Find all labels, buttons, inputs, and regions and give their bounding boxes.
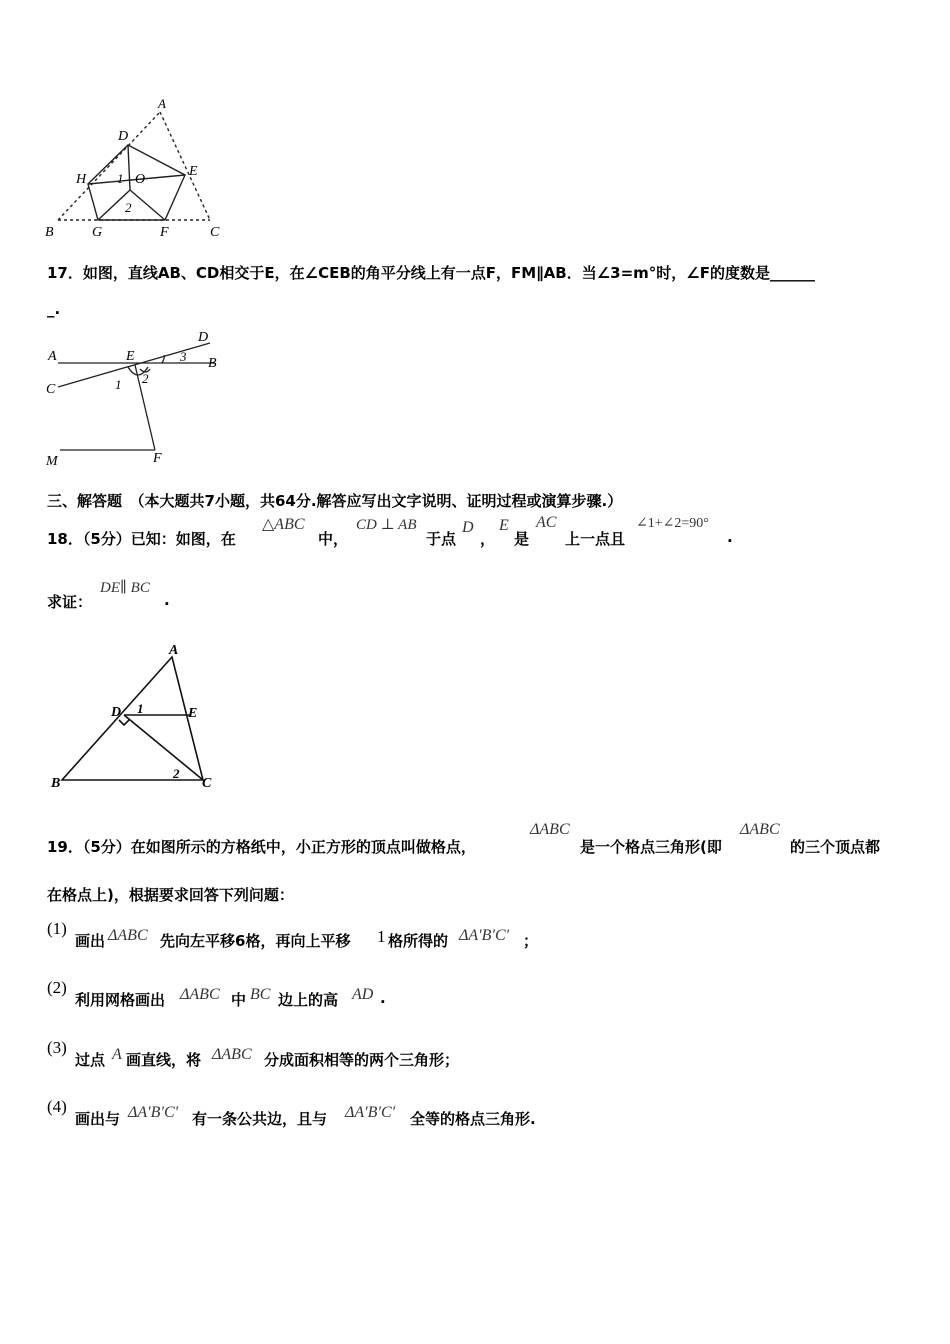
triangle-abc [62,657,203,780]
q19-item-3-c: 分成面积相等的两个三角形； [264,1051,460,1069]
q19-item-2-a: 利用网格画出 [75,991,166,1009]
q19-item-3-num: (3) [47,1038,67,1057]
right-angle-mark [119,720,129,725]
label-H: H [76,172,87,187]
label-angle-2: 2 [125,200,132,215]
label-D: D [198,330,209,345]
section-heading: 三、解答题 （本大题共7小题，共64分.解答应写出文字说明、证明过程或演算步骤.） [47,492,623,510]
q19-item-2-m2: BC [250,986,271,1003]
label-C: C [210,225,220,240]
q19-item-4-b: 有一条公共边，且与 [192,1110,328,1128]
label-A: A [48,349,57,364]
label-A: A [158,96,166,111]
q19-text-1: 19．（5分）在如图所示的方格纸中，小正方形的顶点叫做格点， [47,838,476,856]
label-E: E [126,349,135,364]
q19-text-line2: 在格点上)，根据要求回答下列问题： [47,886,294,904]
q19-item-1-c: 格所得的 [388,932,449,950]
q18-text-6: 上一点且 [565,530,626,548]
segment-do [128,145,130,190]
q19-item-1-b: 先向左平移6格，再向上平移 [160,932,351,950]
q19-item-1-d: ； [523,932,539,950]
q19-item-2-c: 边上的高 [278,991,339,1009]
q18-math-AC: AC [536,514,557,531]
label-F: F [153,451,162,466]
q18-text-4: ， [480,530,496,548]
q19-item-4-m1: ΔA′B′C′ [128,1104,179,1121]
q19-item-1-m2: 1 [377,927,386,946]
q19-item-2-d: . [380,989,386,1007]
q18-math-E: E [499,517,509,534]
q18-math-triangle: △ABC [262,516,305,533]
q19-item-4-a: 画出与 [75,1110,121,1128]
label-C: C [202,776,212,791]
label-E: E [189,164,198,179]
label-E: E [188,706,198,721]
label-B: B [51,776,61,791]
label-F: F [160,225,169,240]
label-M: M [46,454,58,469]
figure-q18 [45,640,225,795]
label-D: D [118,129,129,144]
q19-item-4-m2: ΔA′B′C′ [345,1104,396,1121]
q19-item-2-m3: AD [352,986,374,1003]
q19-item-3-a: 过点 [75,1051,106,1069]
q18-text-7: . [727,528,733,546]
segment-dc [124,715,203,780]
q19-item-3-m1: A [112,1046,122,1063]
q17-text: 17．如图，直线AB、CD相交于E，在∠CEB的角平分线上有一点F，FM∥AB．当∠3=m°时，∠F的度数是______ [47,264,815,282]
label-O: O [135,172,146,187]
q18-prove-math: DE∥ BC [100,580,150,596]
q19-item-4-num: (4) [47,1097,67,1116]
q19-item-2-num: (2) [47,978,67,997]
q18-prove-label: 求证： [47,593,93,611]
label-angle-3: 3 [180,349,187,364]
q18-math-D: D [462,519,474,536]
q19-math-1: ΔABC [530,821,570,838]
q19-item-1-m3: ΔA′B′C′ [459,927,510,944]
q19-item-4-c: 全等的格点三角形. [410,1110,536,1128]
q18-text-3: 于点 [426,530,457,548]
q19-item-2-b: 中 [231,991,247,1009]
q19-text-2: 是一个格点三角形(即 [580,838,722,856]
q19-item-1-m1: ΔABC [108,927,148,944]
label-angle-1: 1 [115,377,122,392]
label-B: B [208,356,217,371]
dashed-side-ba [58,112,160,220]
label-B: B [45,225,54,240]
label-angle-1: 1 [137,701,144,716]
q18-math-perp: CD ⊥ AB [356,517,417,533]
figure-q16 [40,95,240,245]
q19-item-2-m1: ΔABC [180,986,220,1003]
segment-fo [130,190,165,220]
q17-text-end: _. [47,300,61,318]
q18-text-1: 18．（5分）已知：如图，在 [47,530,236,548]
q19-item-3-b: 画直线，将 [126,1051,202,1069]
q19-math-2: ΔABC [740,821,780,838]
label-A: A [169,643,179,658]
q18-text-5: 是 [514,530,530,548]
q18-math-angles: ∠1+∠2=90° [636,516,709,531]
figure-q17 [40,325,230,470]
label-angle-2: 2 [173,766,180,781]
q19-item-1-num: (1) [47,919,67,938]
q18-text-2: 中， [318,530,349,548]
q19-item-1-a: 画出 [75,932,106,950]
q19-text-3: 的三个顶点都 [790,838,881,856]
q18-prove-end: . [164,591,170,609]
label-angle-2: 2 [142,371,149,386]
label-angle-1: 1 [117,171,124,186]
q19-item-3-m2: ΔABC [212,1046,252,1063]
label-G: G [92,225,103,240]
label-C: C [46,382,56,397]
label-D: D [111,705,122,720]
